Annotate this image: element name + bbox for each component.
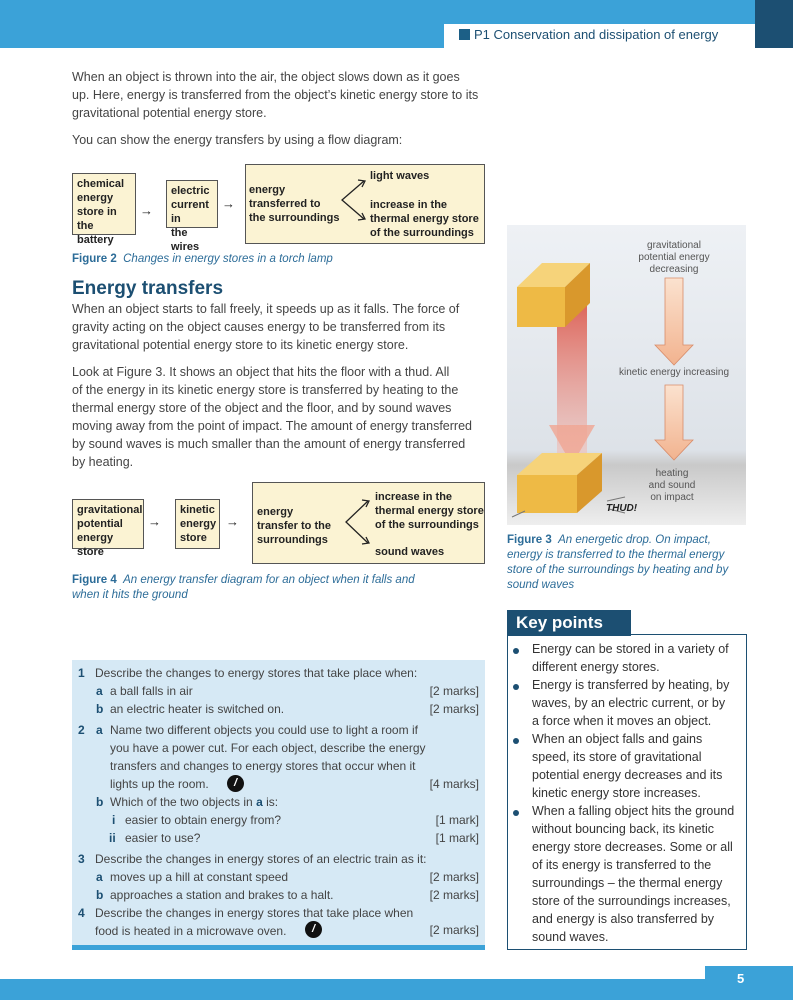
- arrow-right-icon: →: [148, 514, 161, 529]
- question-part: a ball falls in air: [110, 684, 193, 698]
- figure2-caption: Figure 2 Changes in energy stores in a torch lamp: [72, 253, 333, 265]
- key-point-item: When a falling object hits the ground without bouncing back, its kinetic energy store decreases. Some or all of its energy is transferred to the surroundings – the thermal energy store of the surroundings increases, and energy is also transferred by sound waves.: [532, 804, 735, 944]
- fig3-thud: THUD!: [606, 503, 638, 514]
- question-part: Name two different objects you could use to light a room if you have a power cut. For each object, describe the energy transfers and changes to energy stores that occur when it lights up the room.: [110, 723, 426, 791]
- marks-label: [1 mark]: [435, 831, 479, 845]
- question-part-label: a: [96, 684, 103, 698]
- question-text: Describe the changes to energy stores that take place when:: [95, 666, 418, 680]
- question-part-label: b: [96, 795, 104, 809]
- arrow-right-icon: →: [226, 514, 239, 529]
- question-part-label: a: [96, 723, 103, 737]
- footer-bar: [0, 979, 793, 1000]
- maths-skill-icon: /: [227, 775, 244, 792]
- fig3-heat-label: heating and sound on impact: [648, 468, 696, 503]
- fig2-box-battery: chemical energy store in the battery: [72, 173, 136, 235]
- question-number: 4: [78, 906, 85, 920]
- intro-paragraph: When an object is thrown into the air, the object slows down as it goes up. Here, energy is transferred from the object’s kinetic energy store to its gravitational potential energy store.: [72, 70, 479, 120]
- fig4-box-gpe: gravitational potential energy store: [72, 499, 144, 549]
- question-part: approaches a station and brakes to a halt.: [110, 888, 334, 902]
- question-number: 3: [78, 852, 85, 866]
- section-heading: Energy transfers: [72, 278, 224, 299]
- bullet-icon: [513, 810, 519, 816]
- marks-label: [2 marks]: [429, 888, 479, 902]
- question-part-label: b: [96, 888, 104, 902]
- key-points-title: Key points: [516, 613, 603, 632]
- marks-label: [2 marks]: [429, 870, 479, 884]
- arrow-right-icon: →: [222, 196, 235, 211]
- fig4-box-ke: kinetic energy store: [175, 499, 220, 549]
- question-part: easier to obtain energy from?: [125, 813, 282, 827]
- header-accent: [755, 0, 793, 48]
- fig2-energy-label: energy transferred to the surroundings: [249, 184, 340, 224]
- chapter-square-icon: [459, 29, 470, 40]
- bullet-icon: [513, 648, 519, 654]
- fig3-gpe-label: gravitational potential energy decreasing: [638, 240, 710, 275]
- page-number: 5: [737, 971, 745, 986]
- fig3-ke-label: kinetic energy increasing: [618, 367, 730, 378]
- questions-bottom-band: [72, 945, 485, 950]
- figure4-caption: Figure 4 An energy transfer diagram for an object when it falls and when it hits the ground: [72, 574, 415, 601]
- bullet-icon: [513, 684, 519, 690]
- question-text: Describe the changes in energy stores of an electric train as it:: [95, 852, 427, 866]
- marks-label: [2 marks]: [429, 923, 479, 937]
- fig2-thermal-store: increase in the thermal energy store of the surroundings: [370, 199, 479, 239]
- fig4-sound-waves: sound waves: [375, 546, 445, 558]
- page-number-tab: [705, 966, 793, 1000]
- question-part: an electric heater is switched on.: [110, 702, 285, 716]
- section-paragraph-2: Look at Figure 3. It shows an object that hits the floor with a thud. All of the energy in its kinetic energy store is transferred by heating to the thermal energy store of the object and the floor, and by sound waves moving away from the point of impact. The amount of energy transferred by sound waves is much smaller than the amount of energy transferred by heating.: [72, 365, 472, 469]
- fig4-energy-label: energy transfer to the surroundings: [257, 506, 331, 546]
- question-part-label: ii: [109, 831, 116, 845]
- intro-paragraph-2: You can show the energy transfers by using a flow diagram:: [72, 133, 403, 147]
- branch-arrow-icon: [338, 178, 368, 222]
- marks-label: [2 marks]: [429, 702, 479, 716]
- question-part-label: a: [96, 870, 103, 884]
- section-paragraph-1: When an object starts to fall freely, it speeds up as it falls. The force of gravity acting on the object causes energy to be transferred from its gravitational potential energy store to its kinetic energy store.: [72, 302, 460, 352]
- fig2-box-current: electric current in the wires: [166, 180, 218, 228]
- question-part: easier to use?: [125, 831, 201, 845]
- question-part-label: i: [112, 813, 116, 827]
- question-number: 2: [78, 723, 85, 737]
- key-point-item: Energy can be stored in a variety of different energy stores.: [532, 642, 729, 674]
- branch-arrow-icon: [342, 498, 372, 546]
- figure3-caption: Figure 3 An energetic drop. On impact, energy is transferred to the thermal energy store of the surroundings by heating and by sound waves: [507, 534, 729, 591]
- maths-skill-icon: /: [305, 921, 322, 938]
- fig2-light-waves: light waves: [370, 170, 430, 182]
- marks-label: [4 marks]: [429, 777, 479, 791]
- bullet-icon: [513, 738, 519, 744]
- key-point-item: Energy is transferred by heating, by waves, by an electric current, or by a force when it moves an object.: [532, 678, 730, 728]
- question-text: Describe the changes in energy stores that take place when food is heated in a microwave oven.: [95, 906, 414, 938]
- chapter-title: P1 Conservation and dissipation of energy: [474, 27, 719, 42]
- question-part-label: b: [96, 702, 104, 716]
- question-number: 1: [78, 666, 85, 680]
- arrow-right-icon: →: [140, 203, 153, 218]
- question-part: moves up a hill at constant speed: [110, 870, 289, 884]
- marks-label: [1 mark]: [435, 813, 479, 827]
- fig4-thermal-store: increase in the thermal energy store of the surroundings: [375, 491, 484, 531]
- marks-label: [2 marks]: [429, 684, 479, 698]
- key-point-item: When an object falls and gains speed, its store of gravitational potential energy decreases and its kinetic energy store increases.: [532, 732, 723, 800]
- question-part: Which of the two objects in a is:: [110, 795, 279, 809]
